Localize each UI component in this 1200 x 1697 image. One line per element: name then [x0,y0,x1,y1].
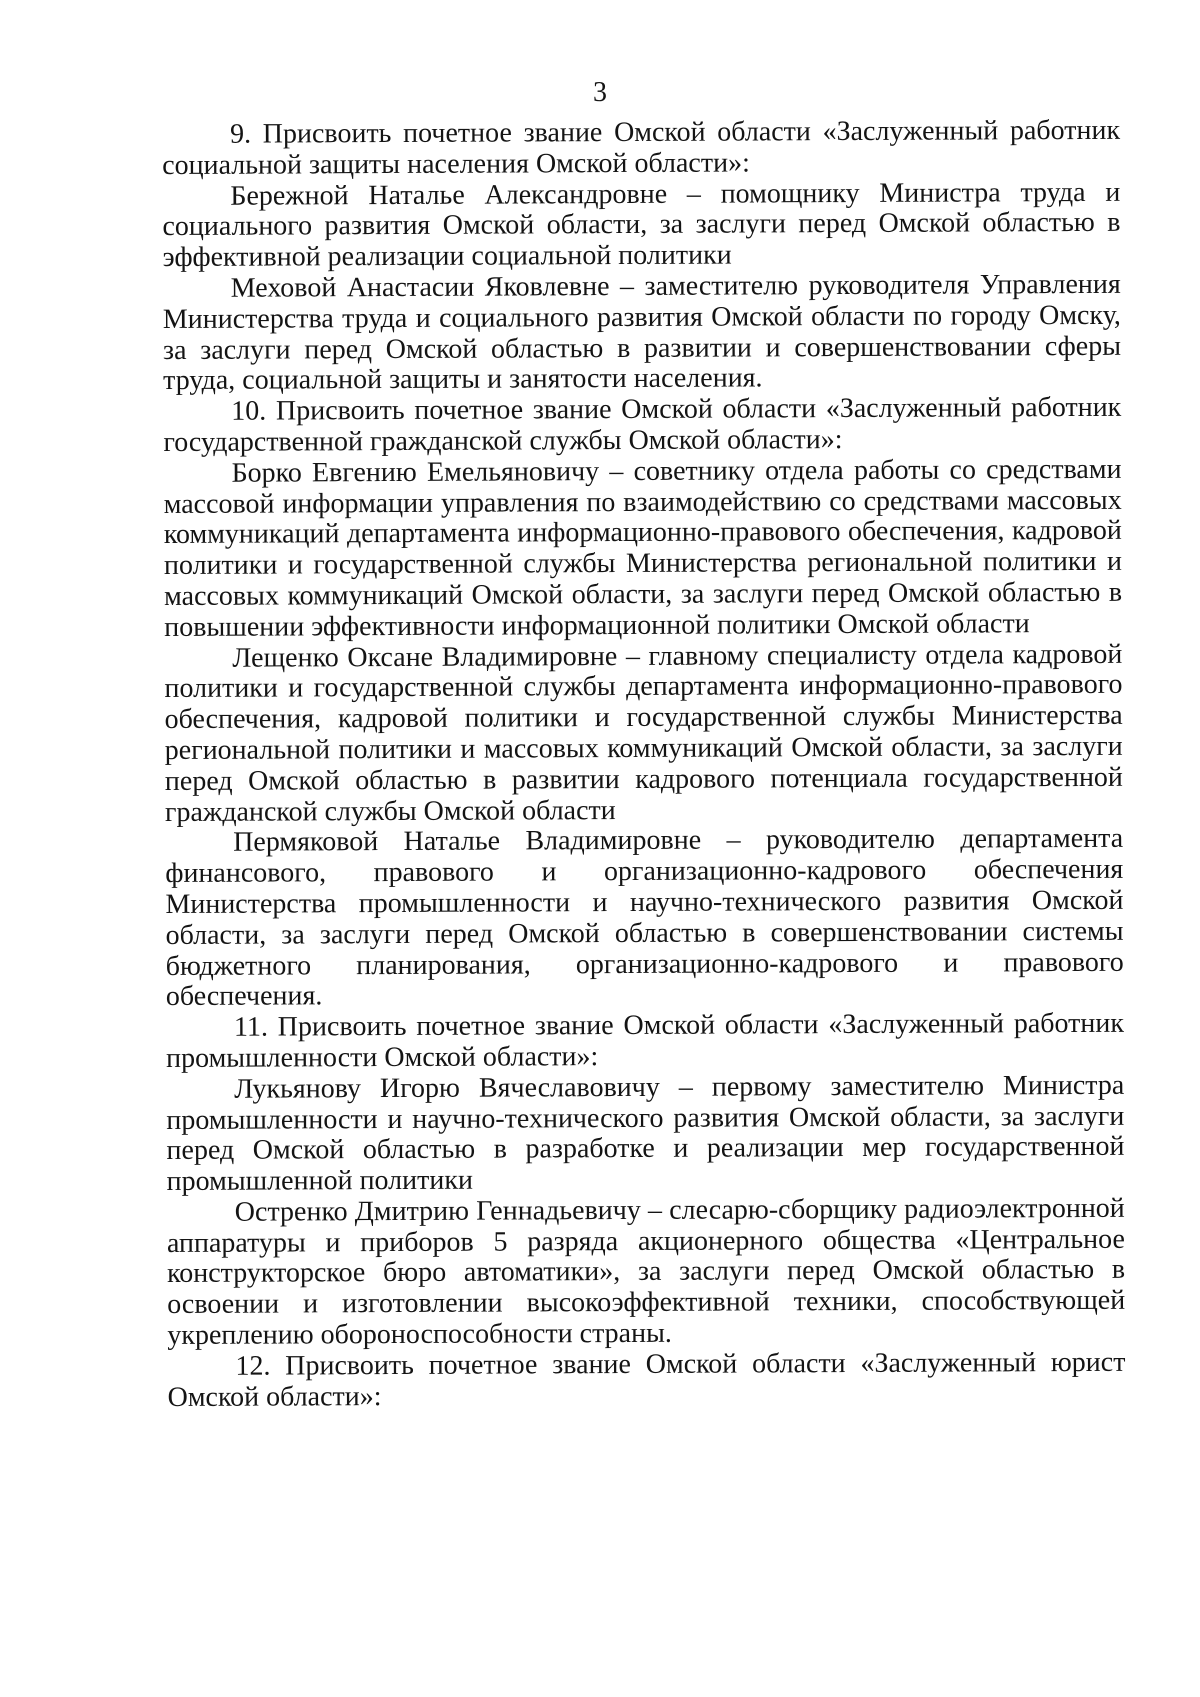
item-9-person-1: Бережной Наталье Александровне – помощнику Министра труда и социального развития Омской области, за заслуги перед Омской областью в эффективной реализации социальной политики [162,176,1121,274]
item-12-heading: 12. Присвоить почетное звание Омской области «Заслуженный юрист Омской области»: [167,1346,1126,1413]
item-10-heading: 10. Присвоить почетное звание Омской области «Заслуженный работник государственной гражданской службы Омской области»: [163,391,1122,458]
item-9-heading: 9. Присвоить почетное звание Омской области «Заслуженный работник социальной защиты населения Омской области»: [162,114,1121,181]
item-11-person-2: Остренко Дмитрию Геннадьевичу – слесарю-сборщику радиоэлектронной аппаратуры и приборов 5 разряда акционерного общества «Центральное конструкторское бюро автоматики», за заслуги перед Омской областью в освоении и изготовлении высокоэффективной техники, способствующей укреплению обороноспособности страны. [166,1192,1126,1352]
item-10-person-1: Борко Евгению Емельяновичу – советнику отдела работы со средствами массовой информации управления по взаимодействию со средствами массовых коммуникаций департамента информационно-правового обеспечения, кадровой политики и государственной службы Министерства региональной политики и массовых коммуникаций Омской области, за заслуги перед Омской областью в повышении эффективности информационной политики Омской области [163,453,1123,643]
item-9-person-2: Меховой Анастасии Яковлевне – заместителю руководителя Управления Министерства труда и социального развития Омской области по городу Омску, за заслуги перед Омской областью в развитии и совершенствовании сферы труда, социальной защиты и занятости населения. [162,268,1122,397]
item-11-heading: 11. Присвоить почетное звание Омской области «Заслуженный работник промышленности Омской области»: [166,1007,1125,1074]
page-number: 3 [593,77,607,108]
document-body [162,116,1126,1414]
item-10-person-2: Лещенко Оксане Владимировне – главному специалисту отдела кадровой политики и государственной службы департамента информационно-правового обеспечения, кадровой политики и государственной службы Министерства региональной политики и массовых коммуникаций Омской области, за заслуги перед Омской областью в развитии кадрового потенциала государственной гражданской службы Омской области [164,638,1123,828]
item-10-person-3: Пермяковой Наталье Владимировне – руководителю департамента финансового, правового и организационно-кадрового обеспечения Министерства промышленности и научно-технического развития Омской области, за заслуги перед Омской областью в совершенствовании системы бюджетного планирования, организационно-кадрового и правового обеспечения. [165,823,1124,1013]
item-11-person-1: Лукьянову Игорю Вячеславовичу – первому заместителю Министра промышленности и научно-технического развития Омской области, за заслуги перед Омской областью в разработке и реализации мер государственной промышленной политики [166,1069,1125,1198]
